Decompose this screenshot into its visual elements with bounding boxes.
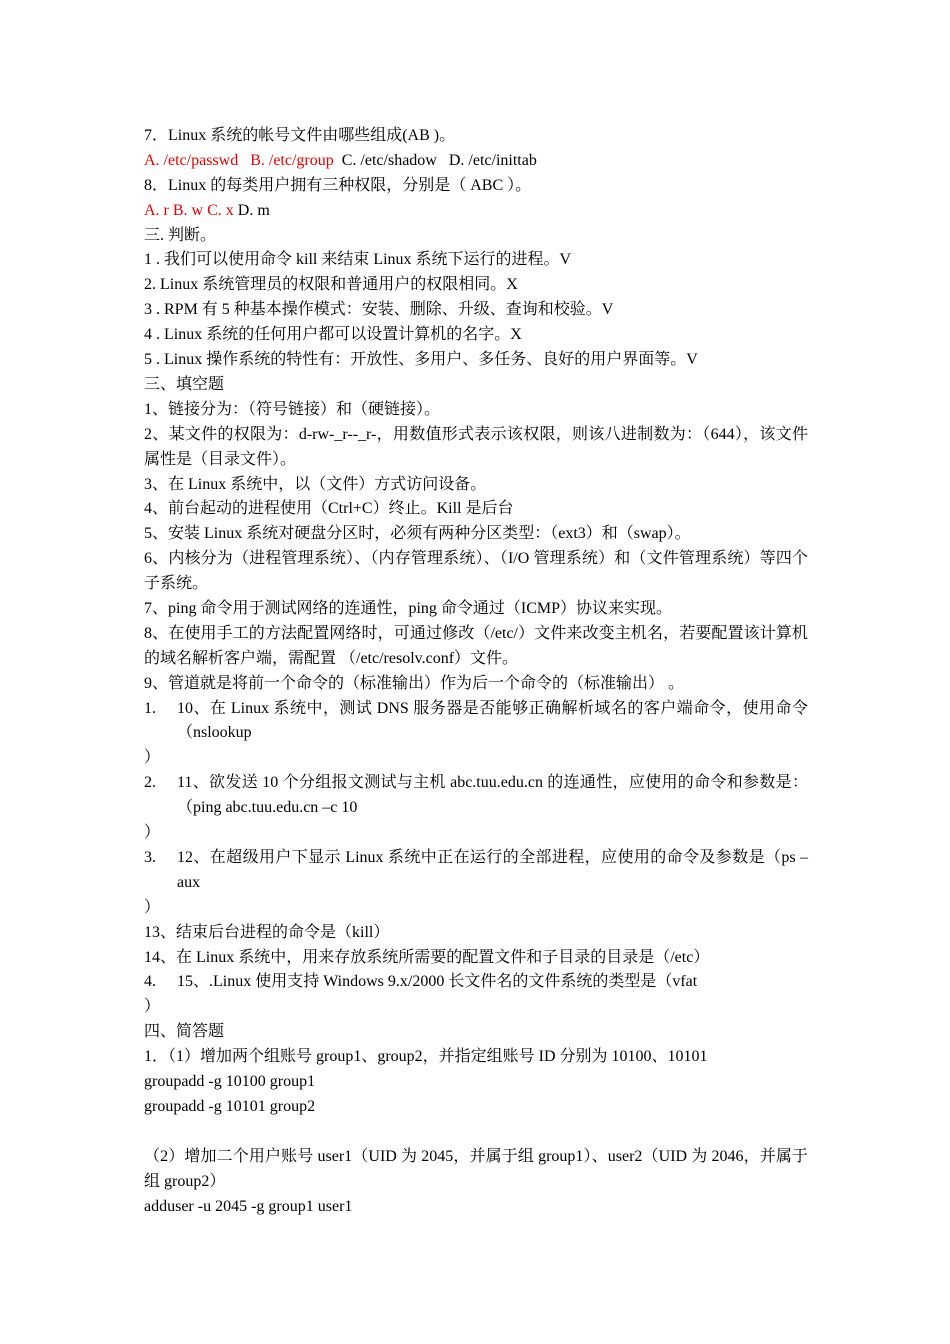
judge-heading: 三. 判断。 (144, 226, 217, 244)
list-number: 2. (144, 774, 156, 792)
fill-item-3: 3、在 Linux 系统中，以（文件）方式访问设备。 (144, 475, 487, 493)
q7-options (144, 149, 808, 174)
judge-item: 1 . 我们可以使用命令 kill 来结束 Linux 系统下运行的进程。V (144, 251, 572, 269)
document-body (144, 124, 808, 1219)
short-question-1: 1．（1）增加两个组账号 group1、group2，并指定组账号 ID 分别为 10100、10101 (144, 1048, 708, 1066)
fill-item-2: 2、某文件的权限为：d-rw-_r--_r-，用数值形式表示该权限，则该八进制数为：（644），该文件属性是（目录文件）。 (144, 425, 808, 468)
fill-item-7: 7、ping 命令用于测试网络的连通性，ping 命令通过（ICMP）协议来实现。 (144, 599, 673, 617)
fill-item-10-text: 10、在 Linux 系统中，测试 DNS 服务器是否能够正确解析域名的客户端命令，使用命令（nslookup (177, 699, 808, 742)
q7-question: 7．Linux 系统的帐号文件由哪些组成(AB )。 (144, 127, 456, 144)
fill-item-10-close: ） (144, 749, 161, 767)
command-line: groupadd -g 10100 group1 (144, 1073, 316, 1091)
fill-item-15-close: ） (144, 998, 161, 1016)
fill-item-1: 1、链接分为：（符号链接）和（硬链接）。 (144, 400, 441, 418)
fill-item-11 (144, 771, 808, 821)
short-question-2: （2）增加二个用户账号 user1（UID 为 2045，并属于组 group1）、user2（UID 为 2046，并属于组 group2） (144, 1147, 808, 1190)
fill-item-5: 5、安装 Linux 系统对硬盘分区时，必须有两种分区类型：（ext3）和（swap）。 (144, 525, 691, 543)
fill-item-8: 8、在使用手工的方法配置网络时，可通过修改（/etc/）文件来改变主机名，若要配置该计算机的域名解析客户端，需配置 （/etc/resolv.conf）文件。 (144, 624, 808, 667)
fill-item-12-text: 12、在超级用户下显示 Linux 系统中正在运行的全部进程，应使用的命令及参数是（ps –aux (177, 848, 808, 891)
judge-item: 5 . Linux 操作系统的特性有：开放性、多用户、多任务、良好的用户界面等。V (144, 351, 698, 369)
q8-options-abc: A. r B. w C. x (144, 201, 234, 219)
judge-item: 3 . RPM 有 5 种基本操作模式：安装、删除、升级、查询和校验。V (144, 301, 614, 319)
fill-item-4: 4、前台起动的进程使用（Ctrl+C）终止。Kill 是后台 (144, 500, 514, 518)
q7-option-c: C. /etc/shadow (341, 151, 437, 169)
q7-option-a: A. /etc/passwd (144, 151, 239, 169)
judge-item: 2. Linux 系统管理员的权限和普通用户的权限相同。X (144, 276, 518, 294)
command-line: adduser -u 2045 -g group1 user1 (144, 1197, 353, 1215)
list-number: 1. (144, 699, 156, 717)
fill-item-13: 13、结束后台进程的命令是（kill） (144, 923, 390, 941)
fill-item-9: 9、管道就是将前一个命令的（标准输出）作为后一个命令的（标准输出） 。 (144, 674, 685, 692)
list-number: 4. (144, 973, 156, 991)
fill-heading: 三、填空题 (144, 375, 225, 393)
q8-option-d: D. m (237, 201, 270, 219)
fill-item-15 (144, 970, 808, 995)
judge-item: 4 . Linux 系统的任何用户都可以设置计算机的名字。X (144, 326, 522, 344)
fill-item-6: 6、内核分为（进程管理系统）、（内存管理系统）、（I/O 管理系统）和（文件管理系统）等四个子系统。 (144, 550, 808, 593)
fill-item-11-close: ） (144, 824, 161, 842)
list-number: 3. (144, 848, 156, 866)
fill-item-11-text: 11、欲发送 10 个分组报文测试与主机 abc.tuu.edu.cn 的连通性，应使用的命令和参数是：（ping abc.tuu.edu.cn –c 10 (177, 774, 808, 817)
q7-option-b: B. /etc/group (250, 151, 334, 169)
blank-line (144, 1120, 808, 1145)
fill-item-12 (144, 846, 808, 896)
fill-item-14: 14、在 Linux 系统中，用来存放系统所需要的配置文件和子目录的目录是（/etc） (144, 948, 710, 966)
q7-option-d: D. /etc/inittab (448, 151, 537, 169)
q8-options (144, 199, 808, 224)
fill-item-15-text: 15、.Linux 使用支持 Windows 9.x/2000 长文件名的文件系统的类型是（vfat (177, 973, 698, 991)
q8-question: 8．Linux 的每类用户拥有三种权限，分别是（ ABC ）。 (144, 176, 532, 194)
short-heading: 四、简答题 (144, 1023, 225, 1041)
command-line: groupadd -g 10101 group2 (144, 1097, 316, 1115)
fill-item-10 (144, 697, 808, 747)
fill-item-12-close: ） (144, 898, 161, 916)
